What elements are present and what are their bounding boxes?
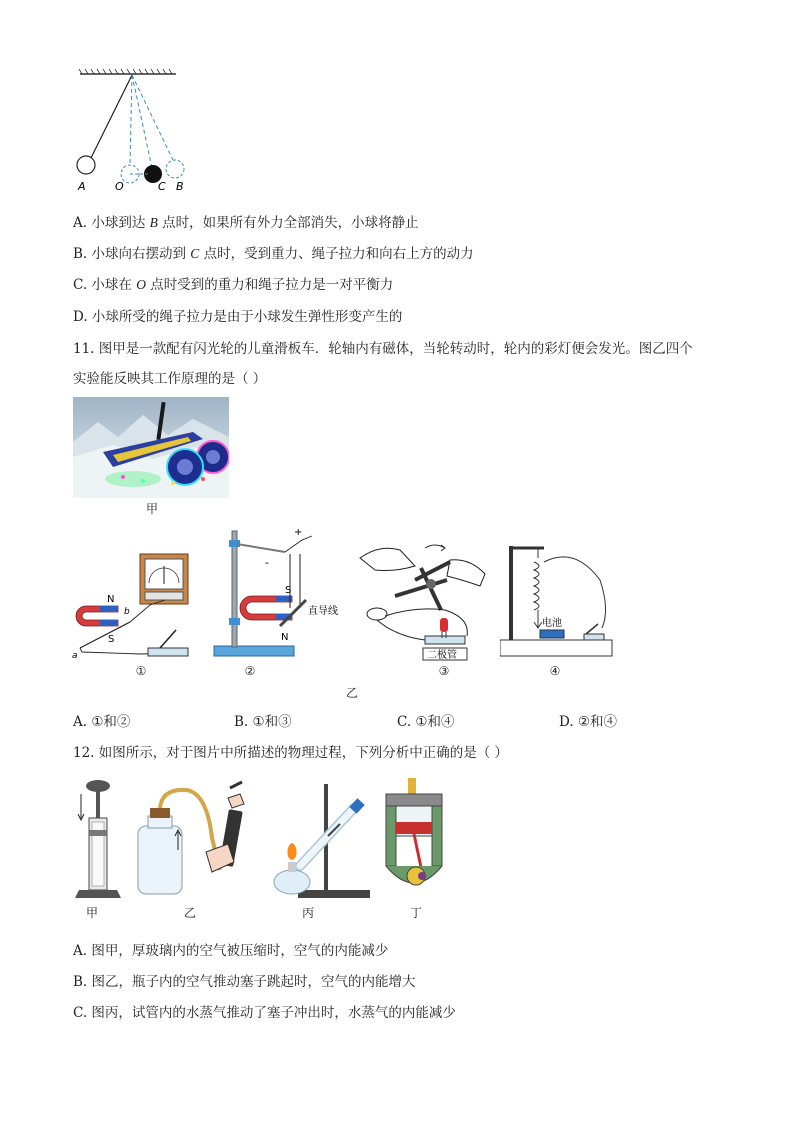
scooter-caption: 甲 (145, 502, 158, 516)
exp1-n: N (107, 594, 115, 605)
engine-cylinder (378, 776, 458, 904)
exp3-num: ③ (438, 664, 450, 678)
q11-stem-line1: 11. 图甲是一款配有闪光轮的儿童滑板车．轮轴内有磁体，当轮转动时，轮内的彩灯便会发光。图乙四个 (73, 341, 693, 357)
q12-option-c: C. 图丙，试管内的水蒸气推动了塞子冲出时，水蒸气的内能减少 (73, 1005, 456, 1021)
string-a (89, 75, 132, 162)
q12-stem: 12. 如图所示，对于图片中所描述的物理过程，下列分析中正确的是（ ） (73, 745, 509, 761)
label-a: A (78, 180, 86, 193)
caption-jia: 甲 (85, 906, 98, 920)
q12-option-b: B. 图乙，瓶子内的空气推动塞子跳起时，空气的内能增大 (73, 974, 416, 990)
q11-option-c: C. ①和④ (397, 714, 455, 730)
ball-a (77, 156, 95, 174)
exp1-b: b (124, 607, 130, 617)
caption-ding: 丁 (409, 906, 422, 920)
q10-option-b: B. 小球向右摆动到 C 点时，受到重力、绳子拉力和向右上方的动力 (73, 246, 474, 262)
ball-b (166, 160, 184, 178)
exp1-num: ① (135, 664, 147, 678)
exp4-battery: 电池 (542, 618, 562, 629)
label-c: C (158, 180, 166, 193)
experiment-1 (70, 550, 210, 662)
q11-option-a: A. ①和② (73, 714, 131, 730)
exp1-s: S (108, 634, 115, 645)
q12-option-a: A. 图甲，厚玻璃内的空气被压缩时，空气的内能减少 (73, 943, 389, 959)
exp2-n: N (281, 632, 289, 643)
experiment-2 (210, 526, 350, 662)
scooter-photo (73, 397, 229, 498)
experiment-4 (500, 540, 620, 664)
q10-option-c: C. 小球在 O 点时受到的重力和绳子拉力是一对平衡力 (73, 277, 394, 293)
group-caption: 乙 (345, 686, 358, 700)
experiment-3 (355, 540, 495, 664)
exp2-minus: - (265, 556, 269, 569)
test-tube-setup (268, 778, 378, 904)
q10-option-d: D. 小球所受的绳子拉力是由于小球发生弹性形变产生的 (73, 309, 403, 325)
exp4-num: ④ (549, 664, 561, 678)
q11-option-d: D. ②和④ (559, 714, 618, 730)
exp2-plus: + (294, 527, 303, 538)
exp1-a: a (72, 651, 78, 661)
exp2-num: ② (244, 664, 256, 678)
compression-cylinder (73, 778, 123, 904)
label-o: O (115, 180, 124, 193)
exp2-s: S (285, 585, 292, 596)
label-b: B (176, 180, 184, 193)
pendulum-figure (70, 68, 200, 198)
q11-option-b: B. ①和③ (234, 714, 292, 730)
bottle-pump (132, 780, 272, 904)
exp2-wire: 直导线 (308, 606, 338, 617)
q11-stem-line2: 实验能反映其工作原理的是（ ） (73, 371, 267, 387)
q10-option-a: A. 小球到达 B 点时，如果所有外力全部消失，小球将静止 (73, 215, 419, 231)
caption-yi: 乙 (183, 906, 196, 920)
exp3-diode: 二极管 (427, 650, 457, 661)
caption-bing: 丙 (301, 906, 314, 920)
